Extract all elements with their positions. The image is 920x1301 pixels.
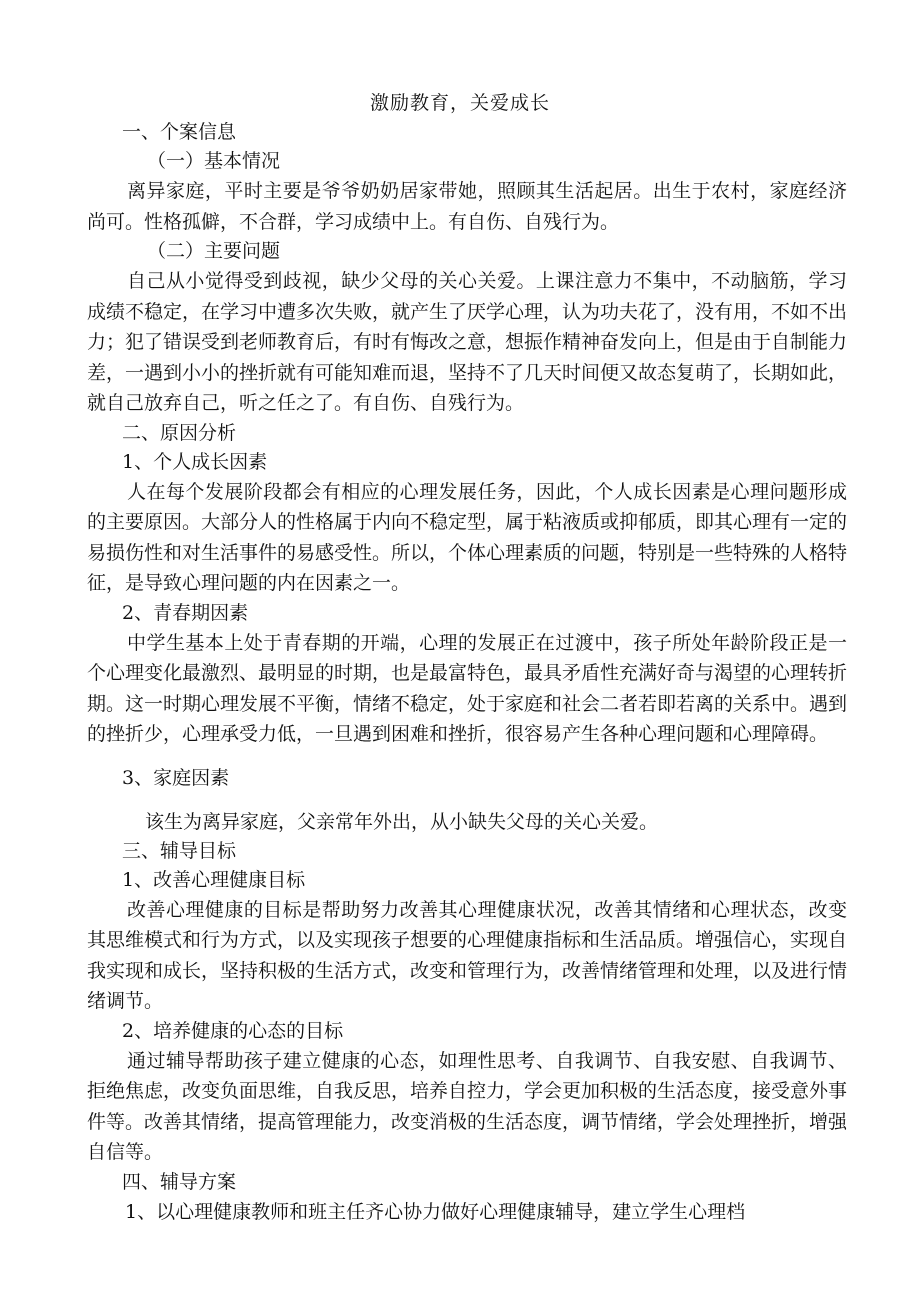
paragraph-main-problems: 自己从小觉得受到歧视，缺少父母的关心关爱。上课注意力不集中，不动脑筋，学习成绩不稳定，在学习中遭多次失败，就产生了厌学心理，认为功夫花了，没有用，不如不出力；犯了错误受到老师教育后，有时有悔改之意，想振作精神奋发向上，但是由于自制能力差，一遇到小小的挫折就有可能知难而退，坚持不了几天时间便又故态复萌了，长期如此，就自己放弃自己，听之任之了。有自伤、自残行为。 — [87, 270, 848, 414]
paragraph-healthy-mindset: 通过辅导帮助孩子建立健康的心态，如理性思考、自我调节、自我安慰、自我调节、拒绝焦虑，改变负面思维，自我反思，培养自控力，学会更加积极的生活态度，接受意外事件等。改善其情绪，提高管理能力，改变消极的生活态度，调节情绪，学会处理挫折，增强自信等。 — [87, 1049, 848, 1163]
subheading-main-problems: （二）主要问题 — [147, 240, 281, 262]
section-heading-cause-analysis: 二、原因分析 — [122, 421, 237, 444]
subheading-personal-growth: 1、个人成长因素 — [122, 450, 268, 473]
subheading-basic-situation: （一）基本情况 — [147, 150, 281, 172]
paragraph-family: 该生为离异家庭，父亲常年外出，从小缺失父母的关心关爱。 — [145, 810, 659, 833]
spacer — [87, 793, 847, 807]
document-body — [87, 118, 847, 1227]
subheading-adolescence: 2、青春期因素 — [122, 601, 249, 624]
paragraph-personal-growth: 人在每个发展阶段都会有相应的心理发展任务，因此，个人成长因素是心理问题形成的主要原因。大部分人的性格属于内向不稳定型，属于粘液质或抑郁质，即其心理有一定的易损伤性和对生活事件的易感受性。所以，个体心理素质的问题，特别是一些特殊的人格特征，是导致心理问题的内在因素之一。 — [87, 480, 848, 594]
subheading-improve-mental-health: 1、改善心理健康目标 — [122, 868, 306, 891]
paragraph-improve-mental-health: 改善心理健康的目标是帮助努力改善其心理健康状况，改善其情绪和心理状态，改变其思维模式和行为方式，以及实现孩子想要的心理健康指标和生活品质。增强信心，实现自我实现和成长，坚持积极的生活方式，改变和管理行为，改善情绪管理和处理，以及进行情绪调节。 — [87, 898, 848, 1012]
section-heading-plan: 四、辅导方案 — [122, 1170, 237, 1193]
section-heading-case-info: 一、个案信息 — [122, 121, 237, 143]
paragraph-plan: 1、以心理健康教师和班主任齐心协力做好心理健康辅导，建立学生心理档 — [125, 1200, 746, 1223]
subheading-family: 3、家庭因素 — [122, 766, 230, 789]
paragraph-adolescence: 中学生基本上处于青春期的开端，心理的发展正在过渡中，孩子所处年龄阶段正是一个心理变化最激烈、最明显的时期，也是最富特色，最具矛盾性充满好奇与渴望的心理转折期。这一时期心理发展不平衡，情绪不稳定，处于家庭和社会二者若即若离的关系中。遇到的挫折少，心理承受力低，一旦遇到困难和挫折，很容易产生各种心理问题和心理障碍。 — [87, 631, 848, 745]
paragraph-basic-situation: 离异家庭，平时主要是爷爷奶奶居家带她，照顾其生活起居。出生于农村，家庭经济尚可。性格孤僻，不合群，学习成绩中上。有自伤、自残行为。 — [87, 180, 847, 233]
spacer — [87, 750, 847, 764]
subheading-healthy-mindset: 2、培养健康的心态的目标 — [122, 1019, 344, 1042]
document-title: 激励教育，关爱成长 — [369, 92, 550, 114]
section-heading-goals: 三、辅导目标 — [122, 839, 237, 862]
